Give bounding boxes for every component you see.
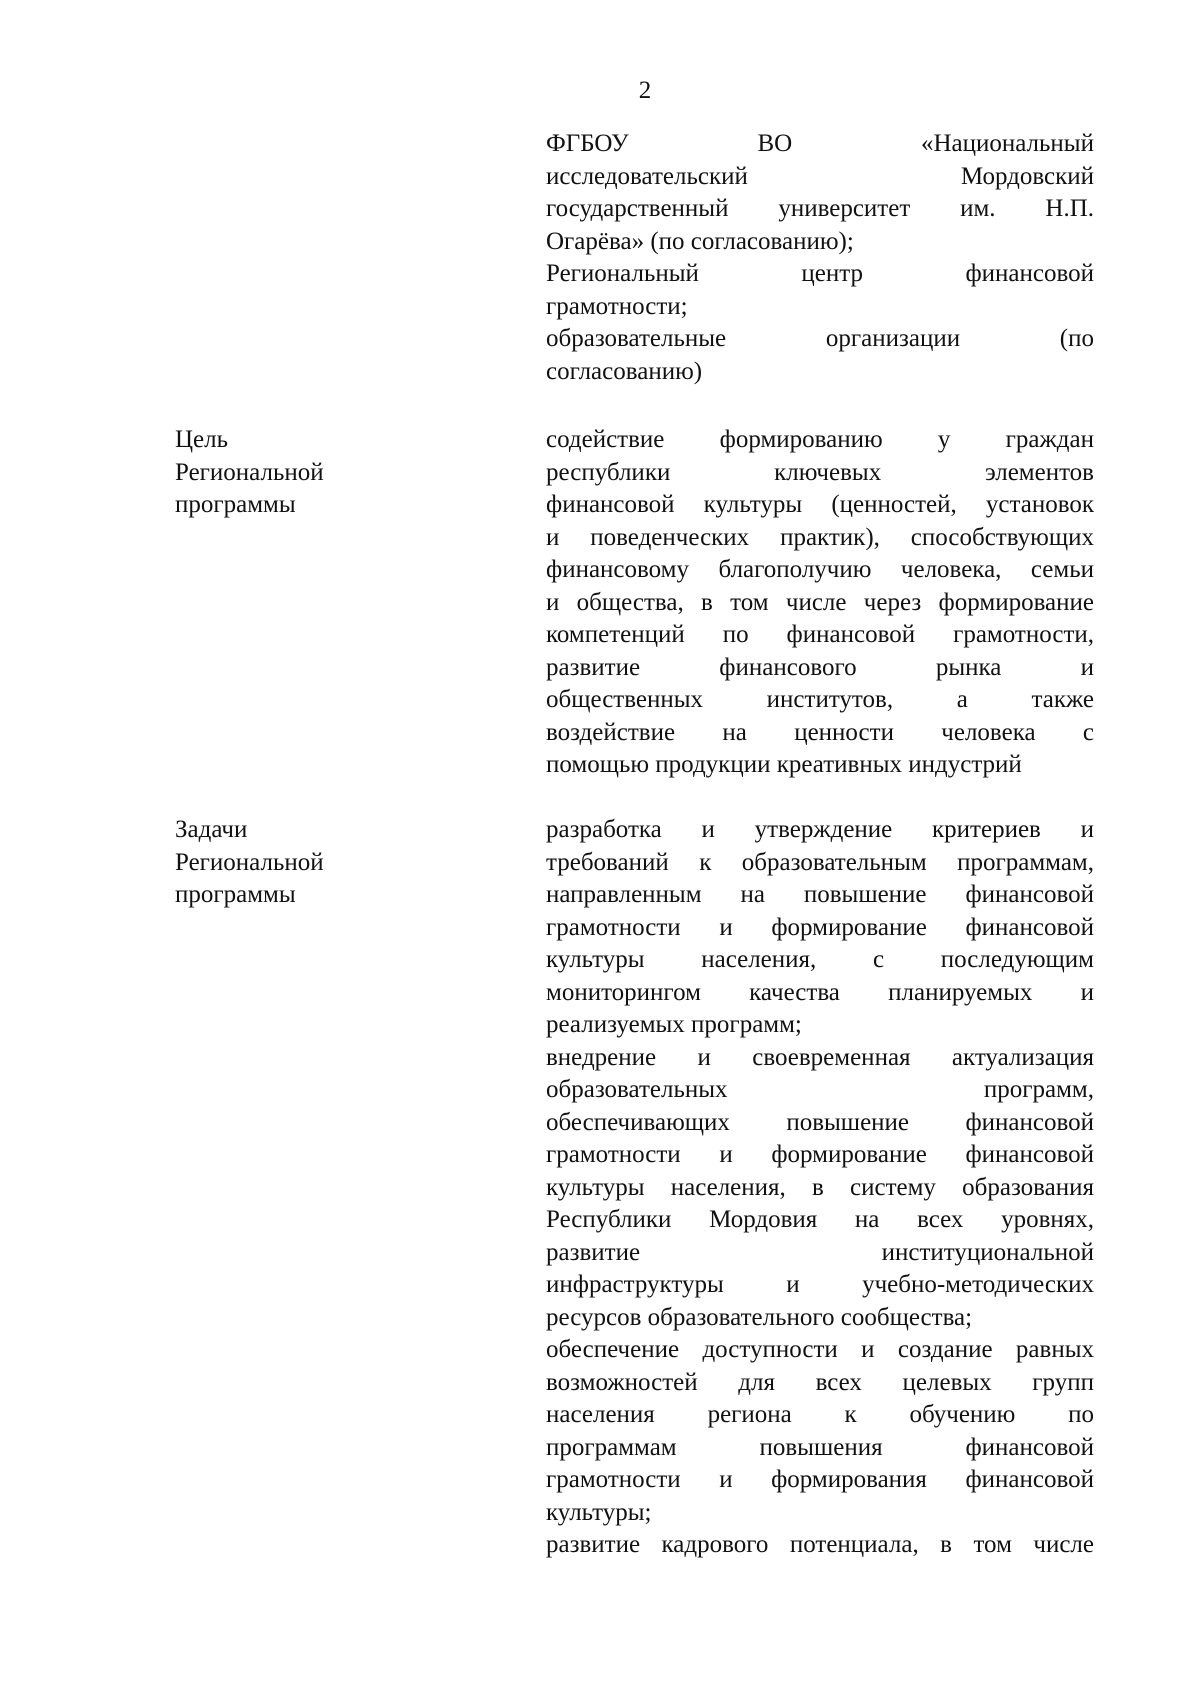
- tasks-line: возможностей для всех целевых групп: [546, 1368, 1094, 1396]
- tasks-line: населения региона к обучению по: [546, 1401, 1094, 1428]
- goal-line: общественных институтов, а также: [546, 686, 1094, 713]
- executors-line: исследовательский Мордовский: [546, 162, 1094, 190]
- tasks-line: внедрение и своевременная актуализация: [546, 1043, 1094, 1071]
- executors-line: государственный университет им. Н.П.: [546, 195, 1094, 222]
- executors-line: грамотности;: [546, 292, 688, 320]
- goal-label-line: Цель: [175, 426, 229, 453]
- executors-line: образовательные организации (по: [546, 325, 1094, 352]
- tasks-line: культуры населения, с последующим: [546, 946, 1094, 973]
- goal-line: и общества, в том числе через формирование: [546, 588, 1094, 616]
- tasks-label-line: Задачи: [175, 816, 248, 843]
- tasks-line: Республики Мордовия на всех уровнях,: [546, 1206, 1094, 1233]
- goal-line: содействие формированию у граждан: [546, 426, 1094, 453]
- tasks-line: грамотности и формирования финансовой: [546, 1466, 1094, 1493]
- goal-line: компетенций по финансовой грамотности,: [546, 621, 1094, 648]
- tasks-line: направленным на повышение финансовой: [546, 881, 1094, 908]
- tasks-line: грамотности и формирование финансовой: [546, 913, 1094, 941]
- goal-line: финансовому благополучию человека, семьи: [546, 556, 1094, 583]
- page-number: 2: [638, 77, 652, 104]
- goal-line: воздействие на ценности человека с: [546, 718, 1094, 746]
- executors-line: согласованию): [546, 357, 703, 385]
- tasks-line: инфраструктуры и учебно-методических: [546, 1271, 1094, 1298]
- tasks-label-line: Региональной: [175, 848, 324, 876]
- tasks-line: грамотности и формирование финансовой: [546, 1141, 1094, 1168]
- tasks-line: образовательных программ,: [546, 1076, 1094, 1103]
- tasks-text: [546, 814, 1094, 1562]
- goal-label-line: Региональной: [175, 458, 324, 486]
- goal-line: развитие финансового рынка и: [546, 653, 1094, 681]
- tasks-line: культуры;: [546, 1498, 652, 1526]
- executors-line: Региональный центр финансовой: [546, 260, 1094, 287]
- tasks-line: культуры населения, в систему образования: [546, 1173, 1094, 1201]
- goal-label: [175, 424, 405, 522]
- executors-text: [546, 128, 1094, 388]
- tasks-label: [175, 814, 405, 912]
- tasks-line: ресурсов образовательного сообщества;: [546, 1303, 973, 1331]
- tasks-line: обеспечение доступности и создание равных: [546, 1336, 1094, 1363]
- tasks-line: разработка и утверждение критериев и: [546, 816, 1094, 843]
- tasks-line: реализуемых программ;: [546, 1011, 802, 1038]
- goal-line: финансовой культуры (ценностей, установок: [546, 491, 1094, 518]
- goal-label-line: программы: [175, 491, 296, 518]
- tasks-line: мониторингом качества планируемых и: [546, 978, 1094, 1006]
- tasks-line: обеспечивающих повышение финансовой: [546, 1108, 1094, 1136]
- tasks-line: развитие институциональной: [546, 1238, 1094, 1266]
- goal-text: [546, 424, 1094, 782]
- tasks-line: программам повышения финансовой: [546, 1433, 1094, 1461]
- tasks-line: развитие кадрового потенциала, в том числе: [546, 1531, 1094, 1558]
- tasks-line: требований к образовательным программам,: [546, 848, 1094, 876]
- goal-line: республики ключевых элементов: [546, 458, 1094, 486]
- goal-line: помощью продукции креативных индустрий: [546, 751, 1022, 778]
- tasks-label-line: программы: [175, 881, 296, 908]
- executors-line: ФГБОУ ВО «Национальный: [546, 130, 1094, 157]
- goal-line: и поведенческих практик), способствующих: [546, 523, 1094, 551]
- executors-line: Огарёва» (по согласованию);: [546, 227, 854, 255]
